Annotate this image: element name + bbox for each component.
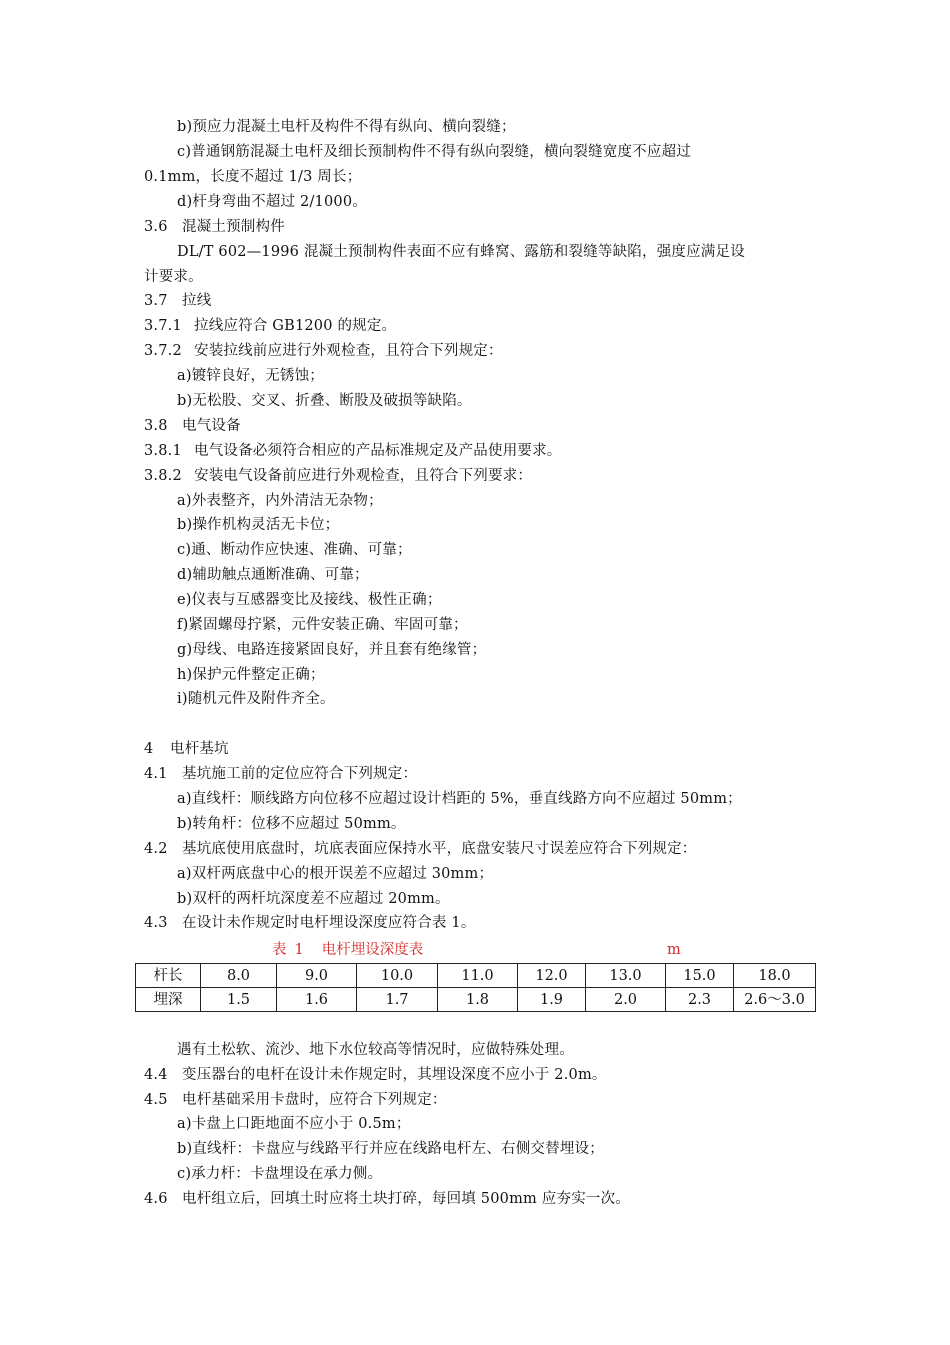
list-item: a)双杆两底盘中心的根开误差不应超过 30mm； bbox=[177, 866, 494, 882]
paragraph-line: DL/T 602—1996 混凝土预制构件表面不应有蜂窝、露筋和裂缝等缺陷，强度应满足设 bbox=[177, 244, 745, 260]
clause-text: 基坑施工前的定位应符合下列规定： bbox=[182, 766, 418, 782]
section-heading-3-8 bbox=[144, 416, 241, 436]
clause-3-7-1 bbox=[144, 316, 396, 336]
chapter-number: 4 bbox=[144, 741, 154, 757]
clause-4-6 bbox=[144, 1189, 630, 1209]
table-cell: 1.8 bbox=[438, 988, 518, 1012]
clause-number: 4.3 bbox=[144, 915, 168, 931]
table-cell: 11.0 bbox=[438, 964, 518, 988]
clause-number: 3.8.2 bbox=[144, 468, 182, 484]
clause-3-8-2 bbox=[144, 466, 532, 486]
clause-number: 4.5 bbox=[144, 1092, 168, 1108]
table-cell: 2.6～3.0 bbox=[734, 988, 816, 1012]
paragraph-line: 计要求。 bbox=[144, 269, 203, 285]
section-title: 电气设备 bbox=[182, 418, 241, 434]
table-caption-prefix: 表 bbox=[272, 942, 287, 958]
list-item: g)母线、电路连接紧固良好，并且套有绝缘管； bbox=[177, 642, 487, 658]
pole-depth-table bbox=[135, 963, 816, 1012]
clause-text: 电杆组立后，回填土时应将土块打碎，每回填 500mm 应夯实一次。 bbox=[182, 1191, 630, 1207]
list-item: a)卡盘上口距地面不应小于 0.5m； bbox=[177, 1116, 411, 1132]
list-item: b)双杆的两杆坑深度差不应超过 20mm。 bbox=[177, 891, 450, 907]
list-item: h)保护元件整定正确； bbox=[177, 667, 325, 683]
list-item: b)直线杆：卡盘应与线路平行并应在线路电杆左、右侧交替埋设； bbox=[177, 1141, 604, 1157]
table-cell: 1.5 bbox=[201, 988, 277, 1012]
clause-text: 基坑底使用底盘时，坑底表面应保持水平，底盘安装尺寸误差应符合下列规定： bbox=[182, 841, 697, 857]
table-cell: 1.9 bbox=[518, 988, 586, 1012]
clause-4-1 bbox=[144, 764, 417, 784]
table-unit: m bbox=[667, 942, 681, 958]
table-cell: 9.0 bbox=[277, 964, 357, 988]
table-caption-title: 电杆埋设深度表 bbox=[321, 942, 424, 958]
table-cell: 8.0 bbox=[201, 964, 277, 988]
list-item: a)镀锌良好，无锈蚀； bbox=[177, 368, 325, 384]
clause-4-2 bbox=[144, 839, 697, 859]
list-item: f)紧固螺母拧紧，元件安装正确、牢固可靠； bbox=[177, 617, 468, 633]
clause-text: 电气设备必须符合相应的产品标准规定及产品使用要求。 bbox=[194, 443, 562, 459]
section-number: 3.8 bbox=[144, 418, 168, 434]
section-number: 3.6 bbox=[144, 219, 168, 235]
clause-number: 3.8.1 bbox=[144, 443, 182, 459]
paragraph-line: d)杆身弯曲不超过 2/1000。 bbox=[177, 194, 367, 210]
list-item: a)直线杆：顺线路方向位移不应超过设计档距的 5%，垂直线路方向不应超过 50mm； bbox=[177, 791, 742, 807]
table-cell: 2.3 bbox=[666, 988, 734, 1012]
paragraph-line: c)普通钢筋混凝土电杆及细长预制构件不得有纵向裂缝，横向裂缝宽度不应超过 bbox=[177, 144, 691, 160]
row-header: 埋深 bbox=[136, 988, 201, 1012]
section-title: 拉线 bbox=[182, 293, 212, 309]
list-item: b)无松股、交叉、折叠、断股及破损等缺陷。 bbox=[177, 393, 472, 409]
chapter-heading-4 bbox=[144, 739, 229, 759]
paragraph-line: 遇有土松软、流沙、地下水位较高等情况时，应做特殊处理。 bbox=[177, 1042, 574, 1058]
section-heading-3-6 bbox=[144, 217, 285, 237]
clause-text: 安装电气设备前应进行外观检查，且符合下列要求： bbox=[194, 468, 533, 484]
table-cell: 12.0 bbox=[518, 964, 586, 988]
clause-number: 4.2 bbox=[144, 841, 168, 857]
clause-4-5 bbox=[144, 1090, 447, 1110]
table-cell: 18.0 bbox=[734, 964, 816, 988]
clause-3-7-2 bbox=[144, 341, 503, 361]
list-item: d)辅助触点通断准确、可靠； bbox=[177, 567, 369, 583]
table-row-pole-length bbox=[136, 964, 816, 988]
chapter-title: 电杆基坑 bbox=[170, 741, 229, 757]
clause-number: 3.7.2 bbox=[144, 343, 182, 359]
clause-4-4 bbox=[144, 1065, 607, 1085]
clause-number: 4.6 bbox=[144, 1191, 168, 1207]
clause-3-8-1 bbox=[144, 441, 562, 461]
section-number: 3.7 bbox=[144, 293, 168, 309]
clause-number: 4.4 bbox=[144, 1067, 168, 1083]
list-item: b)操作机构灵活无卡位； bbox=[177, 517, 340, 533]
clause-text: 拉线应符合 GB1200 的规定。 bbox=[194, 318, 397, 334]
clause-text: 在设计未作规定时电杆埋设深度应符合表 1。 bbox=[182, 915, 476, 931]
paragraph-line: 0.1mm，长度不超过 1/3 周长； bbox=[144, 169, 362, 185]
section-heading-3-7 bbox=[144, 291, 211, 311]
clause-text: 变压器台的电杆在设计未作规定时，其埋设深度不应小于 2.0m。 bbox=[182, 1067, 607, 1083]
clause-text: 安装拉线前应进行外观检查，且符合下列规定： bbox=[194, 343, 503, 359]
table-cell: 1.7 bbox=[357, 988, 438, 1012]
list-item: a)外表整齐，内外清洁无杂物； bbox=[177, 493, 383, 509]
table-caption-number: 1 bbox=[294, 942, 304, 958]
table-cell: 15.0 bbox=[666, 964, 734, 988]
list-item: c)通、断动作应快速、准确、可靠； bbox=[177, 542, 412, 558]
table-row-burial-depth bbox=[136, 988, 816, 1012]
table-cell: 2.0 bbox=[586, 988, 666, 1012]
clause-4-3 bbox=[144, 913, 476, 933]
clause-number: 3.7.1 bbox=[144, 318, 182, 334]
list-item: e)仪表与互感器变比及接线、极性正确； bbox=[177, 592, 442, 608]
clause-text: 电杆基础采用卡盘时，应符合下列规定： bbox=[182, 1092, 447, 1108]
clause-number: 4.1 bbox=[144, 766, 168, 782]
row-header: 杆长 bbox=[136, 964, 201, 988]
list-item: c)承力杆：卡盘埋设在承力侧。 bbox=[177, 1166, 383, 1182]
table-cell: 13.0 bbox=[586, 964, 666, 988]
paragraph-line: b)预应力混凝土电杆及构件不得有纵向、横向裂缝； bbox=[177, 119, 516, 135]
table-cell: 10.0 bbox=[357, 964, 438, 988]
list-item: i)随机元件及附件齐全。 bbox=[177, 691, 335, 707]
table-cell: 1.6 bbox=[277, 988, 357, 1012]
list-item: b)转角杆：位移不应超过 50mm。 bbox=[177, 816, 406, 832]
section-title: 混凝土预制构件 bbox=[182, 219, 285, 235]
table-caption bbox=[272, 940, 423, 960]
